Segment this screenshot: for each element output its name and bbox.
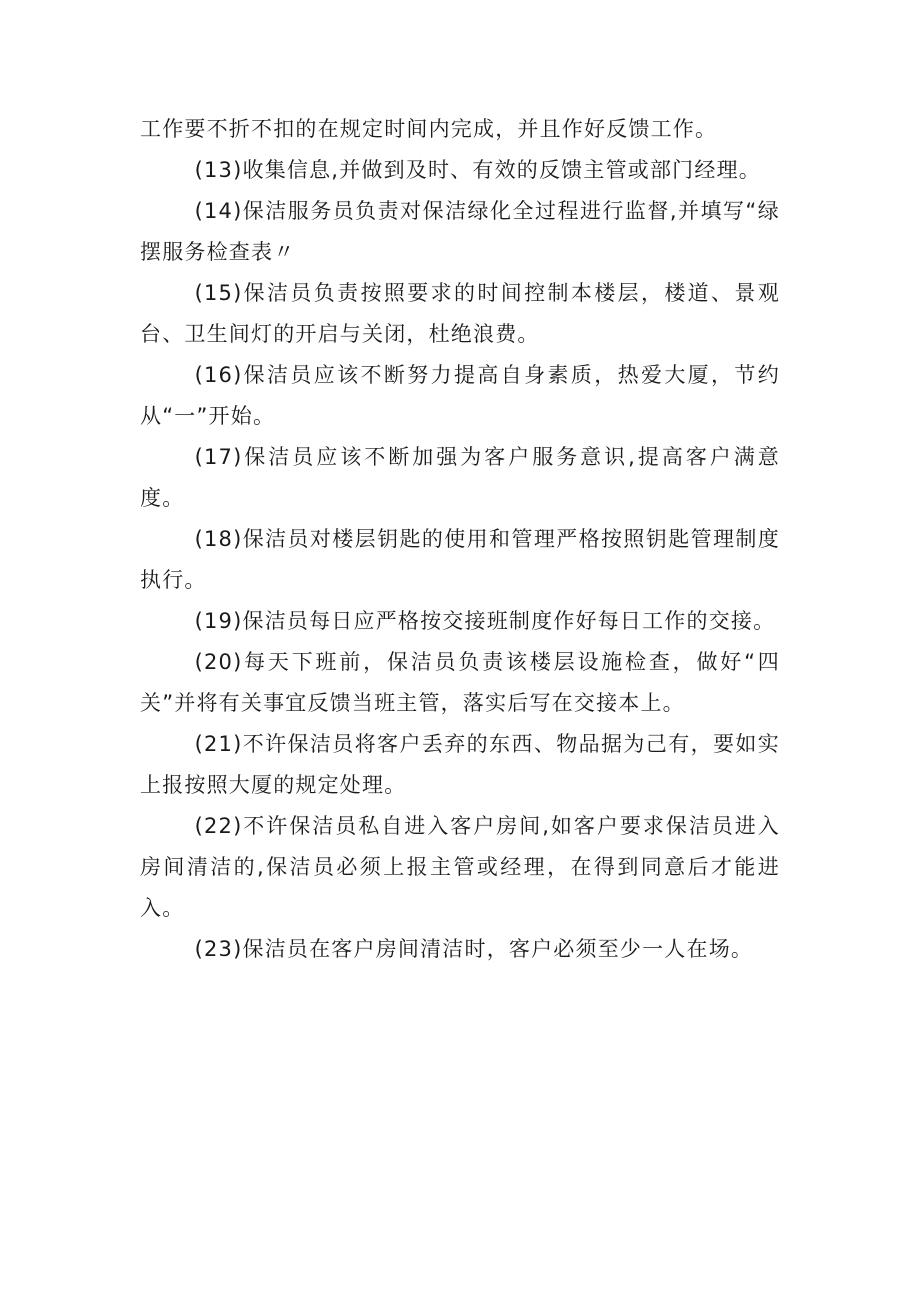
paragraph-item-17: (17)保洁员应该不断加强为客户服务意识,提高客户满意度。 [140, 445, 780, 510]
paragraph-item-14: (14)保洁服务员负责对保洁绿化全过程进行监督,并填写“绿摆服务检查表〃 [140, 199, 780, 264]
document-page [140, 109, 780, 970]
paragraph-item-18: (18)保洁员对楼层钥匙的使用和管理严格按照钥匙管理制度执行。 [140, 527, 780, 592]
paragraph-item-19: (19)保洁员每日应严格按交接班制度作好每日工作的交接。 [194, 609, 776, 633]
paragraph-item-16: (16)保洁员应该不断努力提高自身素质，热爱大厦，节约从“一”开始。 [140, 363, 780, 428]
paragraph-item-22: (22)不许保洁员私自进入客户房间,如客户要求保洁员进入房间清洁的,保洁员必须上报主管或经理，在得到同意后才能进入。 [140, 814, 780, 920]
paragraph-item-20: (20)每天下班前，保洁员负责该楼层设施检查，做好“四关”并将有关事宜反馈当班主管，落实后写在交接本上。 [140, 650, 780, 715]
paragraph-item-13: (13)收集信息,并做到及时、有效的反馈主管或部门经理。 [194, 158, 761, 182]
paragraph-item-21: (21)不许保洁员将客户丢弃的东西、物品据为己有，要如实上报按照大厦的规定处理。 [140, 732, 780, 797]
paragraph-continuation: 工作要不折不扣的在规定时间内完成，并且作好反馈工作。 [140, 117, 718, 141]
paragraph-item-15: (15)保洁员负责按照要求的时间控制本楼层，楼道、景观台、卫生间灯的开启与关闭，杜绝浪费。 [140, 281, 780, 346]
paragraph-item-23: (23)保洁员在客户房间清洁时，客户必须至少一人在场。 [194, 937, 754, 961]
